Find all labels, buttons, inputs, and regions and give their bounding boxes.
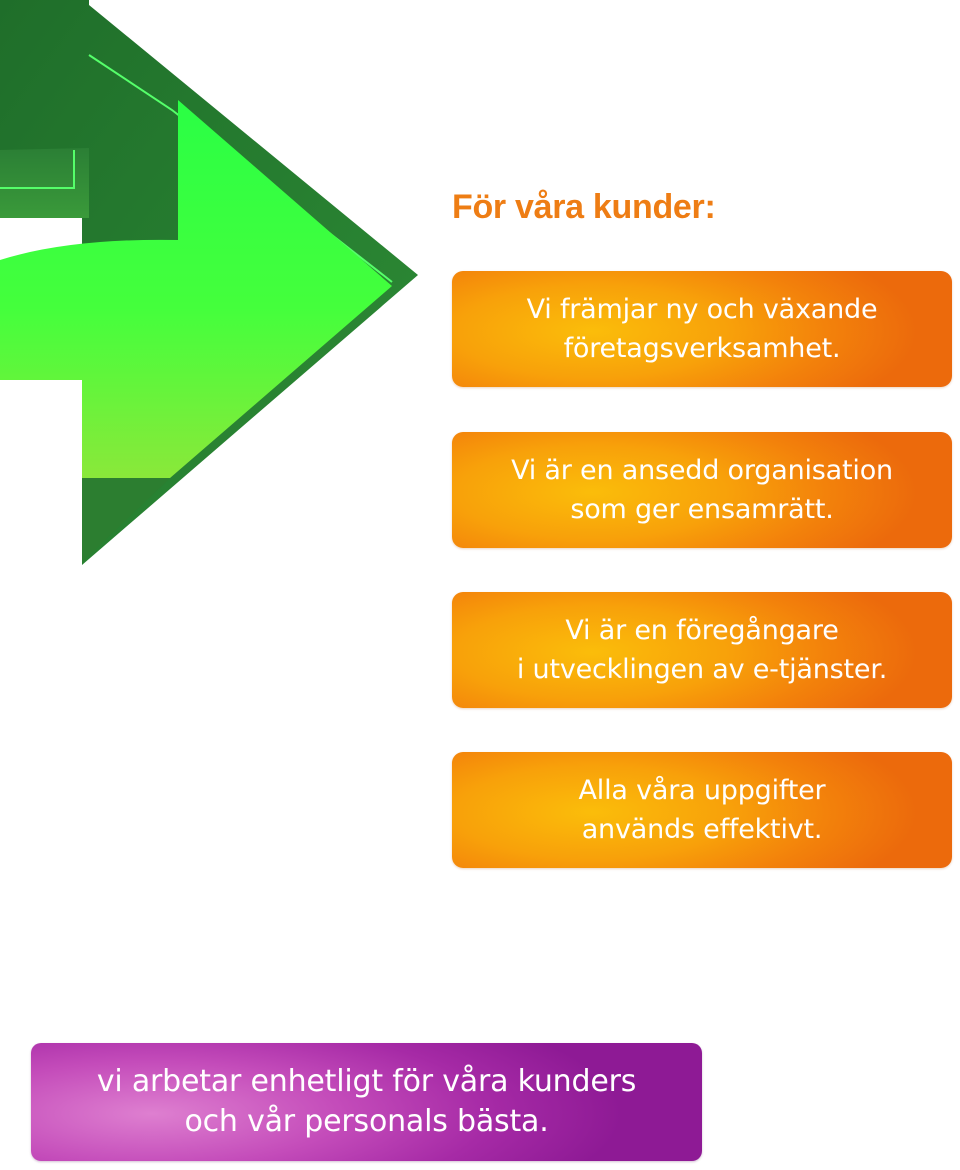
benefit-box-1-line-2: företagsverksamhet.: [563, 333, 841, 364]
benefit-box-2: [452, 432, 952, 548]
benefit-box-4: [452, 752, 952, 868]
benefit-box-3: [452, 592, 952, 708]
benefit-box-4-line-2: används effektivt.: [581, 814, 823, 845]
benefit-box-1-line-1: Vi främjar ny och växande: [526, 294, 878, 325]
benefit-box-2-line-1: Vi är en ansedd organisation: [511, 455, 893, 486]
footer-banner: [31, 1043, 702, 1161]
benefit-box-2-line-2: som ger ensamrätt.: [570, 494, 834, 525]
benefit-box-3-line-1: Vi är en föregångare: [565, 615, 839, 646]
benefit-box-1: [452, 271, 952, 387]
footer-line-1: vi arbetar enhetligt för våra kunders: [96, 1064, 637, 1099]
page-heading: För våra kunder:: [452, 188, 716, 226]
footer-line-2: och vår personals bästa.: [184, 1104, 549, 1139]
green-arrow-graphic: [0, 0, 420, 570]
benefit-box-3-line-2: i utvecklingen av e-tjänster.: [516, 654, 888, 685]
arrow-shaft-band: [0, 148, 89, 218]
benefit-box-4-line-1: Alla våra uppgifter: [578, 775, 826, 806]
